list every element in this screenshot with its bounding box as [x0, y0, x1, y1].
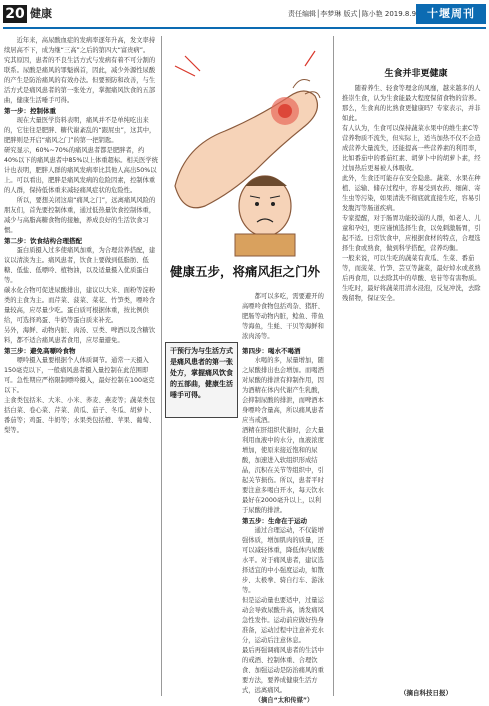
step2-heading: 第二步：饮食结构合理搭配 — [4, 237, 82, 245]
right-column — [342, 84, 484, 684]
section-title: 健康 — [30, 7, 52, 20]
header-rule — [3, 27, 486, 29]
sidebar-source-credit: （摘自科技日报） — [400, 689, 452, 697]
sidebar-paragraph: 随着养生、轻食等理念的风靡，越来越多的人推崇生食，认为生食能最大程度保留食物的营养。那么，生食真的比熟食更健康吗？专家表示，并非如此。 有人认为，生食可以保持蔬菜水果中的维生素C等营养物质不流失，但实际上，适当加热不仅不会造成营养大量流失，还能提高一些营养素的利用率，比如番茄中的番茄红素、胡萝卜中的胡萝卜素，经过加热后更易被人体吸收。 此外，生食还可能存在安全隐患。蔬菜、水果在种植、运输、储存过程中，容易受到农药、细菌、寄生虫等污染，如果清洗不彻底就直接生吃，容易引发腹泻等肠道疾病。 专家提醒，对于肠胃功能较弱的人群，如老人、儿童和孕妇，更应谨慎选择生食，以免刺激肠胃，引起不适。日常饮食中，应根据食材的特点，合理选择生食或熟食，做到科学搭配，营养均衡。 一般来说，可以生吃的蔬菜有黄瓜、生菜、番茄等，而菠菜、竹笋、芸豆等蔬菜，最好焯水或煮熟后再食用，以去除其中的草酸、皂苷等有害物质。生吃时，最好将蔬菜用清水浸泡，反复冲洗，去除残留物，保证安全。 — [342, 85, 481, 302]
step5-paragraph: 通过合理运动，不仅能增强体质，增加肌肉的质量，还可以减轻体重，降低体内尿酸水平。对于痛风患者，建议选择适宜的中小强度运动，如散步、太极拳、骑自行车、游泳等。 但是运动量也要适中，过量运动会导致尿酸升高，诱发痛风急性发作。运动前应做好热身准备，运动过程中注意补充水分，运动后注意休息。 最后再强调痛风患者的生活中的戒酒、控制体重、合理饮食、加强运动是防治痛风的重要方法，要养成健康生活方式，远离痛风。 — [242, 527, 324, 694]
step2-paragraph: 蛋白质摄入过多使痛风加重，为合理营养搭配，建议以清淡为主。痛风患者，饮食上要做到低脂肪、低糖、低盐、低嘌呤、植物油，以及适量摄入优质蛋白等。 碳水化合物可促进尿酸排出，建议以大米、面粉等淀粉类的主食为主。而芹菜、菠菜、菜花、竹笋类，嘌呤含量较高，应尽量少吃。蛋白质可根据体重，按比例供给，可选择鸡蛋、牛奶等蛋白质来补充。 另外，海鲜、动物内脏、肉汤、豆类、啤酒以及含糖饮料，都不适合痛风患者食用，应尽量避免。 — [4, 247, 156, 344]
page-header — [0, 0, 489, 28]
pull-quote: 干预行为与生活方式是痛风患者的第一张处方，掌握痛风饮食的五部曲，健康生活唾手可得。 — [165, 342, 238, 418]
left-column — [4, 36, 158, 696]
step5-heading: 第五步：生命在于运动 — [242, 517, 307, 525]
column-divider-right — [333, 36, 334, 696]
step4-paragraph: 水喝的多，尿量增加，随之尿酸排出也会增加。而喝酒对尿酸的排泄有抑制作用，因为酒精在体内代谢产生乳酸，会抑制尿酸的排泄，而啤酒本身嘌呤含量高，所以痛风患者应当戒酒。 酒精在肝组织代谢时，会大量利用血液中的水分，血液浓度增加，使原来接近饱和的尿酸，加速进入软组织形成结晶，沉积在关节等组织中，引起关节损伤。所以，患者平时要注意多喝白开水，每天饮水最好在2000毫升以上，以利于尿酸的排泄。 — [242, 357, 324, 514]
intro-paragraph: 近年来，高尿酸血症的发病率逐年升高，发文率持续居高不下，成为继“三高”之后的第四大“富贵病”。 究其原因，患者的不良生活方式与发病有着不可分割的联系。尿酸是痛风的罪魁祸首，因此，减少外源性尿酸的产生是防治痛风的有效办法。但要预防和改善，与生活方式是痛风患者的第一张处方，掌握痛风饮食的五部曲，健康生活唾手可得。 — [4, 37, 156, 104]
middle-continued-text — [242, 292, 326, 344]
page-number: 20 — [3, 5, 27, 23]
middle-lower-column — [242, 346, 326, 704]
article-headline: 健康五步，将痛风拒之门外 — [169, 264, 320, 279]
continued-paragraph: 都可以多吃，需要避开的高嘌呤食物包括鸡杂、猪肝、肥肠等动物内脏，鲶鱼、带鱼等海鱼，生蚝、干贝等海鲜和浓肉汤等。 — [242, 293, 324, 340]
step3-paragraph: 嘌呤摄入量要根据个人体质调节。通常一天摄入150毫克以下，一般痛风患者摄入量控制在此范围即可。急性期应严格限制嘌呤摄入，最好控制在100毫克以下。 主食类包括米、大米、小米、荞麦、燕麦等；蔬菜类包括白菜、卷心菜、芹菜、黄瓜、茄子、冬瓜、胡萝卜、番茄等；鸡蛋、牛奶等；水果类包括橙、苹果、葡萄、梨等。 — [4, 357, 156, 434]
step4-heading: 第四步：喝水不喝酒 — [242, 347, 301, 355]
sidebar-article-title: 生食并非更健康 — [384, 69, 448, 79]
step1-heading: 第一步：控制体重 — [4, 107, 56, 115]
column-divider — [161, 36, 162, 696]
source-credit: （摘自“太和传媒”） — [254, 697, 314, 704]
editor-credits: 责任编辑│李梦琳 版式│陈小艳 2019.8.9 — [288, 10, 417, 18]
step1-paragraph-2: 所以，要想关闭这扇“痛风之门”，远离痛风风险的朋友们，首先要控制体重，通过低热量饮食控制体重，减少与高脂高糖食物的接触，养成良好的生活饮食习惯。 — [4, 197, 156, 234]
gout-foot-illustration — [165, 36, 325, 256]
publication-brand: 十堰周刊 — [416, 4, 486, 24]
step3-heading: 第三步：避免高嘌呤食物 — [4, 347, 76, 355]
step1-paragraph: 现在大量医学资料表明，痛风并不是单纯吃出来的，它往往是肥胖、糖代谢紊乱的“跟屁虫”，这其中，肥胖则是开启“痛风之门”的第一把钥匙。 研究显示，60%~70%的痛风患者都是肥胖者，约40%以下的痛风患者中85%以上体重超标。相关医学统计也表明，肥胖人群的痛风发病率比其他人高出50%以上。可以看出，肥胖是痛风发病的危险因素，控制体重的人群，保持低体重来减轻痛风症状的危险性。 — [4, 117, 158, 194]
